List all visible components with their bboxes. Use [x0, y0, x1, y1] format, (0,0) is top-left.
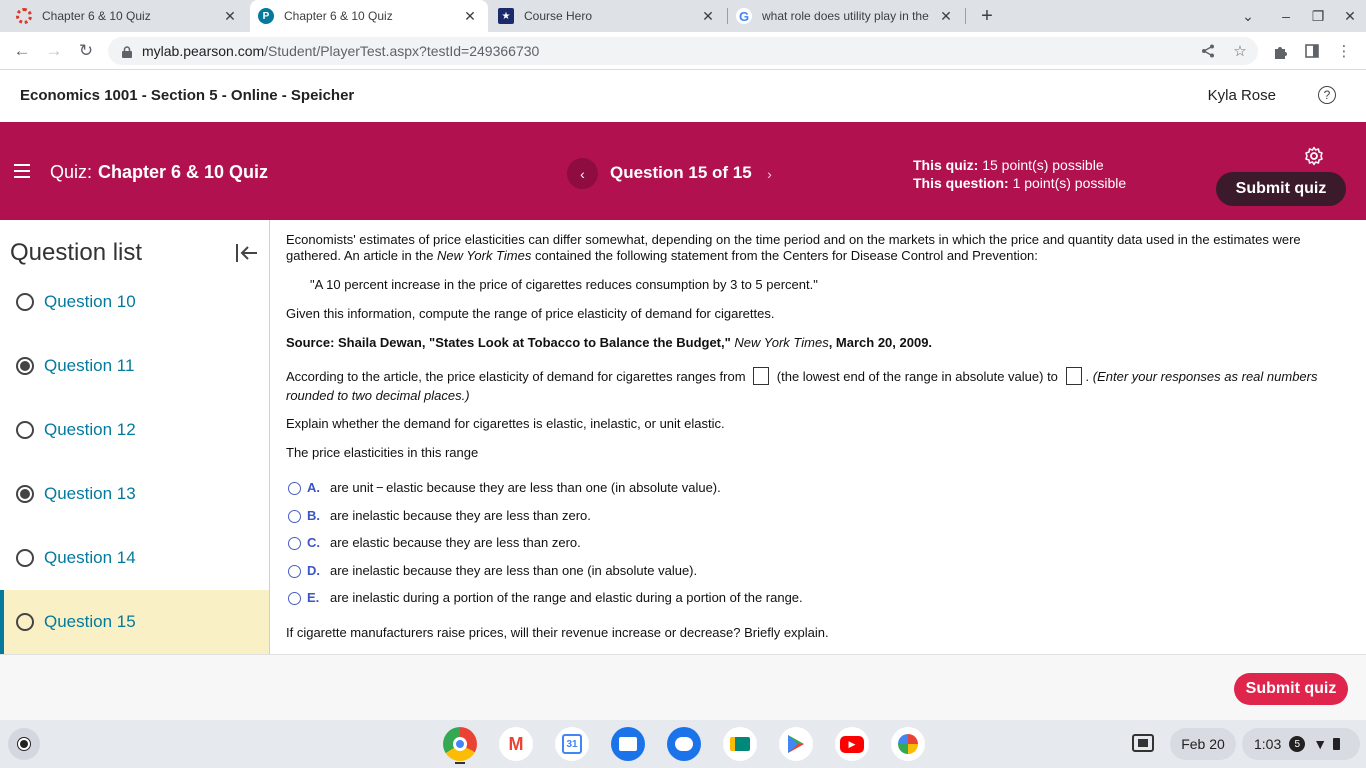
intro-text: Economists' estimates of price elasticities can differ somewhat, depending on the time period and on the markets in which the price and quantity data used in the estimates were gathered. An article in the [286, 232, 1301, 263]
question-quote: "A 10 percent increase in the price of cigarettes reduces consumption by 3 to 5 percent." [310, 277, 818, 292]
choice-letter: E. [307, 590, 320, 605]
screen-capture-icon[interactable] [1130, 732, 1156, 756]
question-item-15-current[interactable] [0, 590, 269, 654]
radio-icon[interactable] [288, 482, 301, 495]
course-hero-icon: ★ [498, 8, 514, 24]
this-quiz-label: This quiz: [913, 157, 979, 173]
tab-search-icon[interactable]: ⌄ [1242, 7, 1254, 24]
question-label: Question 14 [44, 548, 136, 567]
this-question-label: This question: [913, 175, 1009, 191]
tab-title: Course Hero [524, 9, 593, 23]
intro-publication: New York Times [437, 248, 532, 263]
quiz-prefix: Quiz: [50, 162, 93, 182]
wifi-icon: ▼ [1313, 736, 1328, 752]
choice-letter: B. [307, 508, 320, 523]
question-counter: Question 15 of 15 [610, 163, 752, 182]
url-host: mylab.pearson.com [142, 43, 265, 59]
choice-text: are inelastic because they are less than zero. [330, 508, 591, 523]
meet-icon[interactable] [723, 727, 757, 761]
sidebar-heading: Question list [10, 239, 143, 266]
minimize-icon[interactable]: – [1282, 8, 1290, 24]
share-icon[interactable] [1199, 42, 1217, 60]
close-icon[interactable]: ✕ [224, 7, 236, 24]
question-list-sidebar [0, 220, 270, 654]
side-panel-icon[interactable] [1303, 42, 1321, 60]
intro-text-end: contained the following statement from the Centers for Disease Control and Prevention: [531, 248, 1038, 263]
launcher-icon[interactable] [8, 728, 40, 760]
question-item-10[interactable] [0, 270, 269, 334]
question-given: Given this information, compute the range of price elasticity of demand for cigarettes. [286, 306, 775, 321]
question-label: Question 11 [44, 356, 135, 375]
question-item-12[interactable] [0, 398, 269, 462]
forward-icon[interactable]: → [45, 41, 63, 60]
choice-d[interactable] [288, 563, 697, 579]
extensions-icon[interactable] [1271, 42, 1289, 60]
radio-icon[interactable] [288, 592, 301, 605]
prompt-text-end: . [1085, 369, 1093, 384]
notification-count-badge: 5 [1289, 736, 1305, 752]
google-icon: G [736, 8, 752, 24]
question-item-13[interactable] [0, 462, 269, 526]
collapse-sidebar-icon[interactable] [235, 242, 259, 264]
user-name[interactable]: Kyla Rose [1207, 87, 1276, 104]
close-icon[interactable]: ✕ [940, 7, 952, 24]
hamburger-menu-icon[interactable] [14, 164, 30, 178]
choice-letter: C. [307, 535, 320, 550]
files-icon[interactable] [611, 727, 645, 761]
choice-text: are inelastic during a portion of the range and elastic during a portion of the range. [330, 590, 803, 605]
url-path: /Student/PlayerTest.aspx?testId=249366730 [264, 43, 540, 59]
submit-quiz-bottom-button[interactable]: Submit quiz [1234, 673, 1348, 705]
question-content [286, 220, 1336, 654]
question-label: Question 10 [44, 292, 136, 311]
radio-icon[interactable] [288, 537, 301, 550]
chrome-icon[interactable] [443, 727, 477, 761]
tab-title: Chapter 6 & 10 Quiz [284, 9, 393, 23]
question-lead-in: The price elasticities in this range [286, 445, 479, 460]
status-tray[interactable] [1242, 728, 1360, 760]
source-publication: New York Times [734, 335, 829, 350]
this-question-value: 1 point(s) possible [1012, 175, 1127, 191]
prompt-text: According to the article, the price elasticity of demand for cigarettes ranges from [286, 369, 750, 384]
source-text: Source: Shaila Dewan, "States Look at Tobacco to Balance the Budget," [286, 335, 735, 350]
browser-tab-strip [0, 0, 1366, 32]
unanswered-radio-icon [16, 293, 34, 311]
submit-quiz-button[interactable]: Submit quiz [1216, 172, 1346, 206]
points-info [913, 156, 1126, 192]
course-header [0, 71, 1366, 122]
question-item-14[interactable] [0, 526, 269, 590]
choice-text: are inelastic because they are less than one (in absolute value). [330, 563, 698, 578]
question-prompt [286, 367, 1326, 405]
radio-icon[interactable] [288, 565, 301, 578]
address-bar [0, 32, 1366, 70]
close-icon[interactable]: ✕ [702, 7, 714, 24]
os-shelf [0, 720, 1366, 768]
choice-c[interactable] [288, 535, 581, 551]
play-store-icon[interactable] [779, 727, 813, 761]
menu-kebab-icon[interactable]: ⋮ [1336, 43, 1352, 60]
calendar-day: 31 [562, 734, 582, 754]
prompt-text-middle: (the lowest end of the range in absolute value) to [773, 369, 1062, 384]
choice-a[interactable] [288, 480, 721, 496]
photos-icon[interactable] [891, 727, 925, 761]
quiz-footer [0, 654, 1366, 720]
answered-radio-icon [16, 485, 34, 503]
course-title: Economics 1001 - Section 5 - Online - Speicher [20, 87, 355, 104]
question-source [286, 335, 1326, 351]
help-icon[interactable]: ? [1318, 86, 1336, 104]
tab-separator [965, 8, 966, 24]
choice-text: are elastic because they are less than zero. [330, 535, 581, 550]
tab-3[interactable] [490, 0, 726, 32]
tab-2-active[interactable] [250, 0, 488, 32]
calendar-icon[interactable] [555, 727, 589, 761]
low-elasticity-input[interactable] [753, 367, 769, 385]
url-field[interactable] [108, 37, 1258, 65]
question-explain: Explain whether the demand for cigarettes is elastic, inelastic, or unit elastic. [286, 416, 725, 431]
quiz-name: Chapter 6 & 10 Quiz [98, 162, 269, 182]
question-intro [286, 232, 1326, 264]
new-tab-icon[interactable]: + [981, 4, 993, 27]
youtube-icon[interactable]: ▶ [835, 727, 869, 761]
pearson-ring-icon [16, 8, 32, 24]
tab-4[interactable] [728, 0, 964, 32]
quiz-bar [0, 122, 1366, 220]
messages-icon[interactable] [667, 727, 701, 761]
window-close-icon[interactable]: ✕ [1344, 7, 1356, 24]
active-app-indicator [455, 762, 465, 764]
reload-icon[interactable]: ↻ [78, 41, 94, 60]
gear-icon[interactable] [1304, 146, 1324, 166]
choice-letter: A. [307, 480, 320, 495]
choice-text: are unit − elastic because they are less than one (in absolute value). [330, 480, 721, 495]
chevron-right-icon: › [767, 165, 772, 182]
bookmark-star-icon[interactable]: ☆ [1233, 43, 1247, 60]
chevron-left-icon: ‹ [580, 165, 585, 182]
question-item-11[interactable] [0, 334, 269, 398]
back-icon[interactable]: ← [13, 41, 31, 60]
restore-icon[interactable]: ❐ [1311, 7, 1325, 24]
previous-question-button[interactable] [567, 158, 598, 189]
quiz-title [50, 162, 268, 183]
date-display[interactable]: Feb 20 [1170, 728, 1236, 760]
close-icon[interactable]: ✕ [464, 7, 476, 24]
question-label: Question 13 [44, 484, 136, 503]
choice-b[interactable] [288, 508, 591, 524]
answered-radio-icon [16, 357, 34, 375]
pearson-p-icon: P [258, 8, 274, 24]
next-question-button[interactable] [754, 158, 785, 189]
lock-icon [122, 45, 132, 57]
unanswered-radio-icon [16, 421, 34, 439]
high-elasticity-input[interactable] [1066, 367, 1082, 385]
radio-icon[interactable] [288, 510, 301, 523]
unanswered-radio-icon [16, 549, 34, 567]
question-label: Question 12 [44, 420, 136, 439]
tab-1[interactable] [8, 0, 248, 32]
choice-letter: D. [307, 563, 320, 578]
gmail-icon[interactable]: M [499, 727, 533, 761]
this-quiz-value: 15 point(s) possible [982, 157, 1104, 173]
unanswered-radio-icon [16, 613, 34, 631]
source-date: , March 20, 2009. [828, 335, 933, 350]
question-label: Question 15 [44, 612, 136, 631]
choice-e[interactable] [288, 590, 803, 606]
prompt-instruction: (Enter your responses as real numbers rounded to two decimal places.) [286, 369, 1318, 403]
tab-title: Chapter 6 & 10 Quiz [42, 9, 151, 23]
battery-icon [1333, 738, 1340, 750]
question-followup: If cigarette manufacturers raise prices, will their revenue increase or decrease? Briefly explain. [286, 625, 829, 640]
clock-time: 1:03 [1254, 736, 1282, 752]
tab-title: what role does utility play in the [762, 9, 929, 23]
